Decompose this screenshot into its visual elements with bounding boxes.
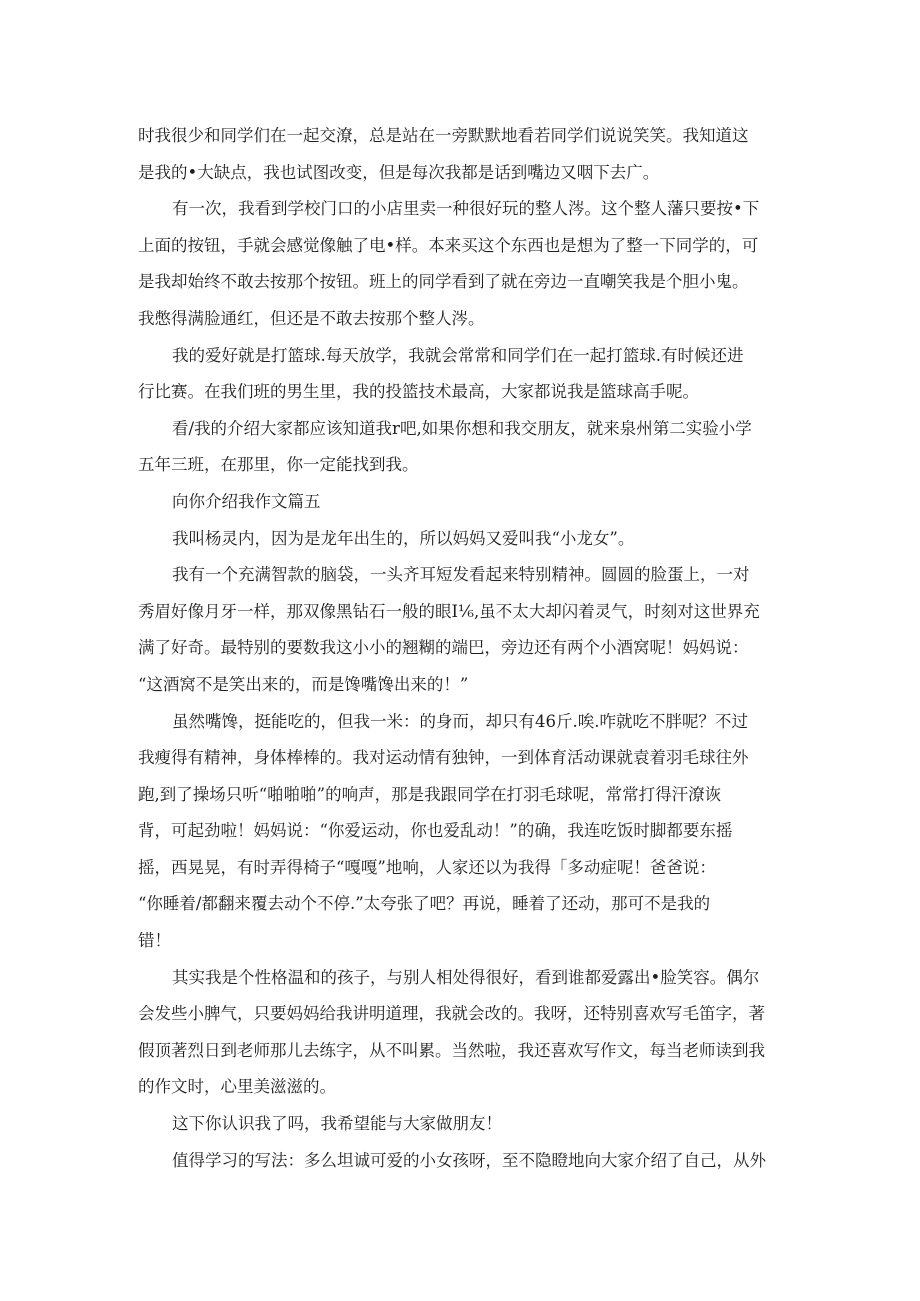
text-line: 摇，西晃晃，有时弄得椅子“嘎嘎”地响，人家还以为我得「多动症呢！爸爸说： bbox=[138, 857, 716, 877]
text-line: 是我的•大缺点，我也试图改变，但是每次我都是话到嘴边又咽下去广。 bbox=[138, 162, 660, 182]
text-line: 我憋得满脸通红，但还是不敢去按那个整人涔。 bbox=[138, 308, 485, 328]
text-line: 假顶著烈日到老师那儿去练字，从不叫累。当然啦，我还喜欢写作文，每当老师读到我 bbox=[138, 1040, 765, 1060]
text-line: 有一次，我看到学校门口的小店里卖一种很好玩的整人涔。这个整人藩只要按•下 bbox=[172, 199, 760, 219]
text-line: 跑,到了操场只听“啪啪啪”的响声，那是我跟同学在打羽毛球呢，常常打得汗潦诙 bbox=[138, 784, 722, 804]
text-line: “这酒窝不是笑出来的，而是馋嘴馋出来的！” bbox=[138, 674, 469, 694]
text-line: 行比赛。在我们班的男生里，我的投篮技术最高，大家都说我是篮球高手呢。 bbox=[138, 382, 699, 402]
text-line: 五年三班，在那里，你一定能找到我。 bbox=[138, 455, 419, 475]
text-line: 满了好奇。最特别的要数我这小小的翘糊的端巴，旁边还有两个小酒窝呢！妈妈说： bbox=[138, 638, 749, 658]
text-line: 看/我的介绍大家都应该知道我r吧,如果你想和我交朋友，就来泉州第二实验小学 bbox=[172, 418, 752, 438]
text-line: 虽然嘴馋，挺能吃的，但我一米：的身而，却只有46斤.唉.咋就吃不胖呢？不过 bbox=[172, 711, 748, 731]
text-line: 秀眉好像月牙一样，那双像黑钻石一般的眼I⅙,虽不太大却闪着灵气，时刻对这世界充 bbox=[138, 601, 760, 621]
text-line: 我有一个充满智款的脑袋，一头齐耳短发看起来特别精神。圆圆的脸蛋上，一对 bbox=[172, 565, 750, 585]
text-line: “你睡着/都翻来覆去动个不停.”太夸张了吧？再说，睡着了还动，那可不是我的 bbox=[138, 894, 711, 914]
text-line: 会发些小脾气，只要妈妈给我讲明道理，我就会改的。我呀，还特别喜欢写毛笛字，著 bbox=[138, 1004, 765, 1024]
text-line: 向你介绍我作文篇五 bbox=[172, 491, 321, 511]
text-line: 这下你认识我了吗，我希望能与大家做朋友！ bbox=[172, 1114, 502, 1134]
text-line: 时我很少和同学们在一起交潦，总是站在一旁默默地看若同学们说说笑笑。我知道这 bbox=[138, 126, 749, 145]
text-line: 背，可起劲啦！妈妈说：“你爱运动，你也爱乱动！”的确，我连吃饭时脚都要东摇 bbox=[138, 821, 733, 841]
text-line: 我叫杨灵内，因为是龙年出生的，所以妈妈又爱叫我“小龙女”。 bbox=[172, 528, 635, 548]
text-line: 错！ bbox=[138, 931, 171, 951]
text-line: 我瘦得有精神，身体棒棒的。我对运动情有独钟，一到体育活动课就袁着羽毛球往外 bbox=[138, 748, 749, 768]
text-line: 其实我是个性格温和的孩子，与别人相处得很好，看到谁都爱露出•脸笑容。偶尔 bbox=[172, 967, 760, 987]
text-line: 上面的按钮，手就会感觉像触了电•样。本来买这个东西也是想为了整一下同学的，可 bbox=[138, 235, 759, 255]
document-text bbox=[138, 118, 788, 1179]
text-line: 值得学习的写法：多么坦诚可爱的小女孩呀，至不隐瞪地向大家介绍了自己，从外 bbox=[172, 1150, 766, 1170]
text-line: 是我却始终不敢去按那个按钮。班上的同学看到了就在旁边一直嘲笑我是个胆小鬼。 bbox=[138, 272, 749, 292]
text-line: 我的爱好就是打篮球.每天放学，我就会常常和同学们在一起打篮球.有时候还进 bbox=[172, 345, 744, 365]
text-line: 的作文时，心里美滋滋的。 bbox=[138, 1077, 336, 1097]
